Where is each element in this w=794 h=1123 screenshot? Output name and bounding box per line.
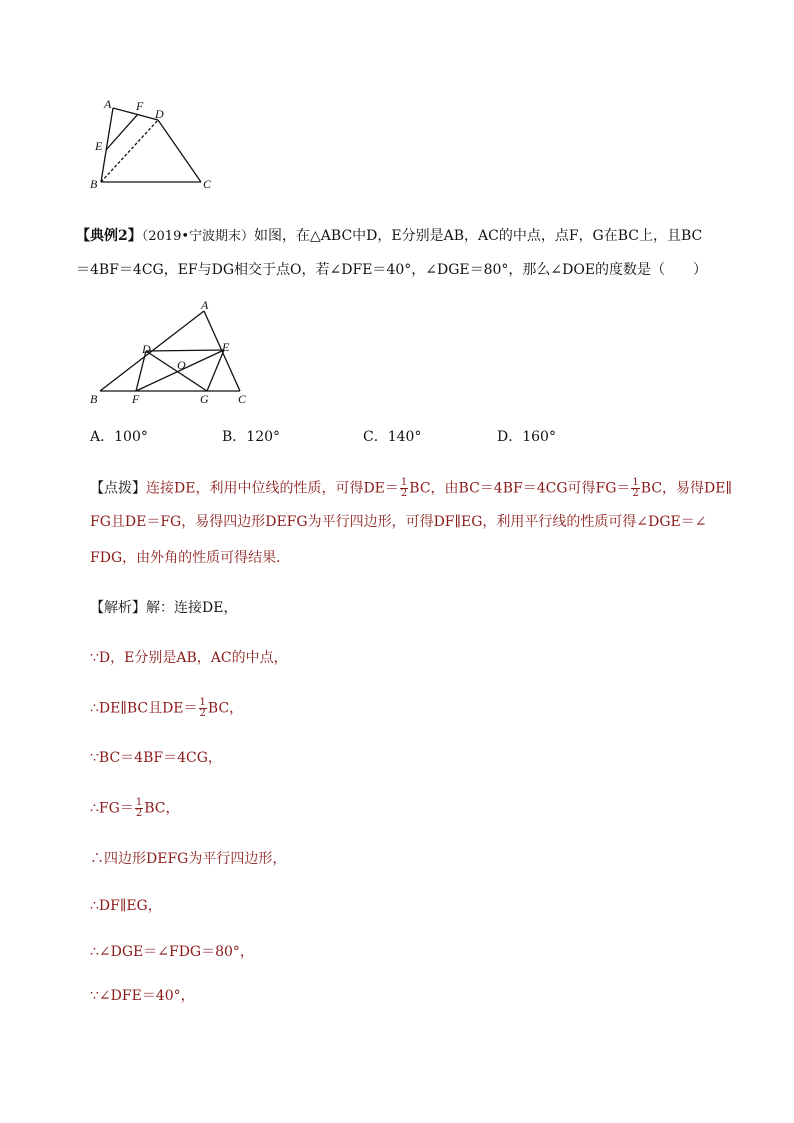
fig2-label-e: E <box>222 340 230 354</box>
hint-tag: 【点拨】 <box>90 480 146 497</box>
figure-1-diagram <box>80 90 230 200</box>
hint-line-3: FDG，由外角的性质可得结果． <box>90 550 291 566</box>
example-2-text-1: 如图，在△ABC中D，E分别是AB，AC的中点，点F，G在BC上，且BC <box>254 228 703 244</box>
fraction-half: $\frac{1}{2}$ <box>400 477 408 499</box>
solution-step-5: ∴四边形DEFG为平行四边形， <box>90 851 287 867</box>
option-b: B．120° <box>222 429 281 445</box>
example-2-source: （2019•宁波期末） <box>141 229 255 244</box>
hint-line-1: 【点拨】连接DE，利用中位线的性质，可得DE＝ $\frac{1}{2}$ BC，由BC＝4BF＝4CG可得FG＝ $\frac{1}{2}$ BC，易得DE∥ <box>90 477 732 499</box>
fig2-label-f: F <box>132 392 140 406</box>
solution-intro: 【解析】解：连接DE， <box>90 600 238 616</box>
solution-step-7: ∴∠DGE＝∠FDG＝80°， <box>90 944 254 960</box>
fig2-label-d: D <box>142 342 151 356</box>
fig2-label-b: B <box>90 392 98 406</box>
fig1-label-d: D <box>155 107 164 121</box>
solution-tag: 【解析】 <box>90 600 146 616</box>
fig2-label-o: O <box>177 358 186 372</box>
fig1-label-e: E <box>95 139 103 153</box>
fraction-half: $\frac{1}{2}$ <box>199 697 206 719</box>
option-d: D．160° <box>497 429 556 445</box>
solution-step-8: ∵∠DFE＝40°， <box>90 988 195 1004</box>
fig2-label-g: G <box>200 392 209 406</box>
example-2-line-2: ＝4BF＝4CG，EF与DG相交于点O，若∠DFE＝40°，∠DGE＝80°，那么∠DOE的度数是（ ） <box>76 262 708 278</box>
solution-step-4: ∴FG＝ $\frac{1}{2}$ BC， <box>90 797 180 819</box>
hint-line-2: FG且DE＝FG，易得四边形DEFG为平行四边形，可得DF∥EG，利用平行线的性质可得∠DGE＝∠ <box>90 514 707 530</box>
solution-step-3: ∵BC＝4BF＝4CG， <box>90 750 222 766</box>
fig2-label-a: A <box>201 298 209 312</box>
fig1-label-b: B <box>90 177 98 191</box>
fraction-half: $\frac{1}{2}$ <box>632 477 639 499</box>
figure-2-diagram <box>80 295 270 415</box>
fraction-half: $\frac{1}{2}$ <box>135 797 143 819</box>
example-2-tag: 【典例2】 <box>76 228 142 244</box>
option-c: C．140° <box>363 429 422 445</box>
example-2-line-1 <box>76 226 702 247</box>
fig1-label-c: C <box>203 177 212 191</box>
solution-step-2: ∴DE∥BC且DE＝ $\frac{1}{2}$ BC， <box>90 697 244 719</box>
fig1-label-f: F <box>136 99 144 113</box>
solution-step-6: ∴DF∥EG， <box>90 898 162 914</box>
option-a: A．100° <box>90 429 148 445</box>
fig1-label-a: A <box>104 97 112 111</box>
solution-step-1: ∵D，E分别是AB，AC的中点， <box>90 650 288 666</box>
fig2-label-c: C <box>238 392 247 406</box>
